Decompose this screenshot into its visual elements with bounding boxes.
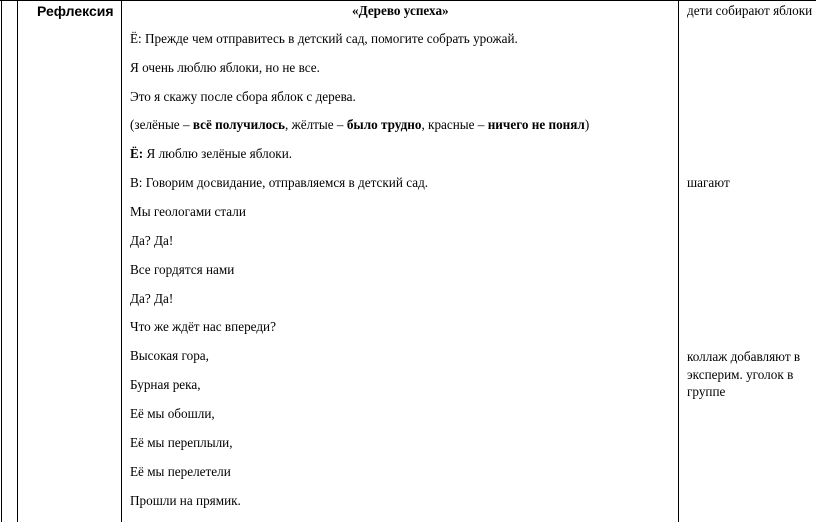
text-line: Её мы переплыли,: [130, 435, 233, 450]
text-line: Все гордятся нами: [130, 262, 235, 277]
stage-label: Рефлексия: [37, 3, 114, 19]
text-line: Прошли на прямик.: [130, 493, 241, 508]
table-border-left: [1, 0, 2, 522]
text-line: Ё: Прежде чем отправитесь в детский сад, помогите собрать урожай.: [130, 31, 518, 46]
text-line: Что же ждёт нас впереди?: [130, 319, 276, 334]
text-line-color-legend: (зелёные – всё получилось, жёлтые – было трудно, красные – ничего не понял): [130, 117, 590, 132]
text-line: В: Говорим досвидание, отправляемся в детский сад.: [130, 175, 429, 190]
text-line: Её мы перелетели: [130, 464, 231, 479]
text-line: Да? Да!: [130, 233, 174, 248]
column-divider-stage: [121, 0, 122, 522]
text-line: Я очень люблю яблоки, но не все.: [130, 60, 320, 75]
text-line-speaker: Ё: Я люблю зелёные яблоки.: [130, 146, 293, 161]
text-line: Мы геологами стали: [130, 204, 246, 219]
text-line: Бурная река,: [130, 377, 201, 392]
note-text: шагают: [687, 175, 730, 190]
text-line: Да? Да!: [130, 291, 174, 306]
text-line: Высокая гора,: [130, 348, 209, 363]
note-text: дети собирают яблоки: [687, 3, 813, 18]
column-divider-notes: [678, 0, 679, 522]
table-border-inner: [17, 0, 18, 522]
activity-title: «Дерево успеха»: [352, 3, 449, 18]
note-text: коллаж добавляют в эксперим. уголок в группе: [687, 349, 801, 399]
text-line: Её мы обошли,: [130, 406, 215, 421]
text-line: Это я скажу после сбора яблок с дерева.: [130, 89, 356, 104]
table-top-border: [0, 0, 816, 1]
